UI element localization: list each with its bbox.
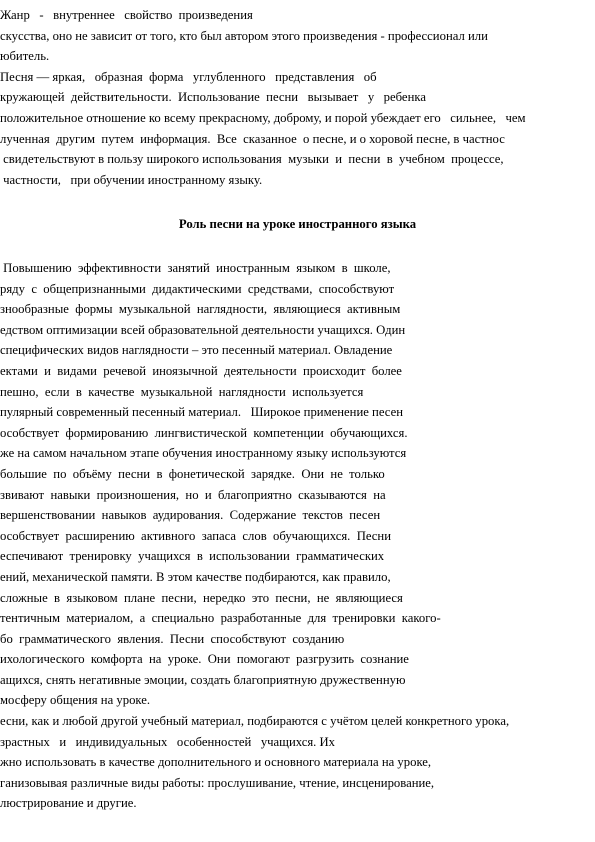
text-line: кружающей действительности. Использование песни вызывает у ребенка: [0, 90, 426, 105]
text-line: большие по объёму песни в фонетической зарядке. Они не только: [0, 466, 385, 481]
text-line: скусства, оно не зависит от того, кто был автором этого произведения - профессионал или: [0, 28, 488, 43]
text-line: особствует формированию лингвистической компетенции обучающихся.: [0, 425, 408, 440]
text-line: едством оптимизации всей образовательной деятельности учащихся. Один: [0, 322, 406, 337]
text-line: ганизовывая различные виды работы: прослушивание, чтение, инсценирование,: [0, 775, 435, 790]
section-heading-text: Роль песни на уроке иностранного языка: [178, 217, 417, 231]
text-line: свидетельствуют в пользу широкого использования музыки и песни в учебном процессе,: [0, 152, 504, 167]
text-line: ектами и видами речевой иноязычной деятельности происходит более: [0, 363, 402, 378]
text-line: особствует расширению активного запаса слов обучающихся. Песни: [0, 528, 392, 543]
text-line: юбитель.: [0, 49, 50, 64]
text-line: пешно, если в качестве музыкальной наглядности используется: [0, 384, 364, 399]
text-line: ихологического комфорта на уроке. Они помогают разгрузить сознание: [0, 652, 409, 667]
text-line: есни, как и любой другой учебный материал, подбираются с учётом целей конкретного урока,: [0, 714, 510, 729]
text-line: частности, при обучении иностранному языку.: [0, 172, 263, 187]
text-line: лученная другим путем информация. Все сказанное о песне, и о хоровой песне, в частнос: [0, 131, 505, 146]
text-line: пулярный современный песенный материал. Широкое применение песен: [0, 405, 403, 420]
text-line: специфических видов наглядности – это песенный материал. Овладение: [0, 343, 393, 358]
text-line: зрастных и индивидуальных особенностей учащихся. Их: [0, 734, 336, 749]
text-line: бо грамматического явления. Песни способствуют созданию: [0, 631, 345, 646]
text-line: Жанр - внутреннее свойство произведения: [0, 8, 253, 22]
text-line: ений, механической памяти. В этом качестве подбираются, как правило,: [0, 569, 391, 584]
text-line: звивают навыки произношения, но и благоприятно сказываются на: [0, 487, 386, 502]
text-line: знообразные формы музыкальной наглядности, являющиеся активным: [0, 302, 401, 317]
text-line: ряду с общепризнанными дидактическими средствами, способствуют: [0, 281, 395, 296]
text-line: же на самом начальном этапе обучения иностранному языку используются: [0, 446, 407, 461]
text-line: положительное отношение ко всему прекрасному, доброму, и порой убеждает его сильнее, чем: [0, 110, 526, 125]
text-line: еспечивают тренировку учащихся в использовании грамматических: [0, 549, 385, 564]
text-line: люстрирование и другие.: [0, 796, 137, 811]
text-line: вершенствовании навыков аудирования. Содержание текстов песен: [0, 508, 381, 523]
text-line: сложные в языковом плане песни, нередко это песни, не являющиеся: [0, 590, 403, 605]
section-heading: [0, 214, 595, 235]
body-paragraphs: [0, 258, 595, 814]
text-line: Повышению эффективности занятий иностранным языком в школе,: [0, 261, 391, 275]
intro-paragraphs: [0, 5, 595, 190]
text-line: ащихся, снять негативные эмоции, создать благоприятную дружественную: [0, 672, 406, 687]
text-line: тентичным материалом, а специально разработанные для тренировки какого-: [0, 611, 441, 626]
text-line: Песня — яркая, образная форма углубленного представления об: [0, 69, 377, 84]
text-line: жно использовать в качестве дополнительного и основного материала на уроке,: [0, 755, 432, 770]
text-line: мосферу общения на уроке.: [0, 693, 151, 708]
